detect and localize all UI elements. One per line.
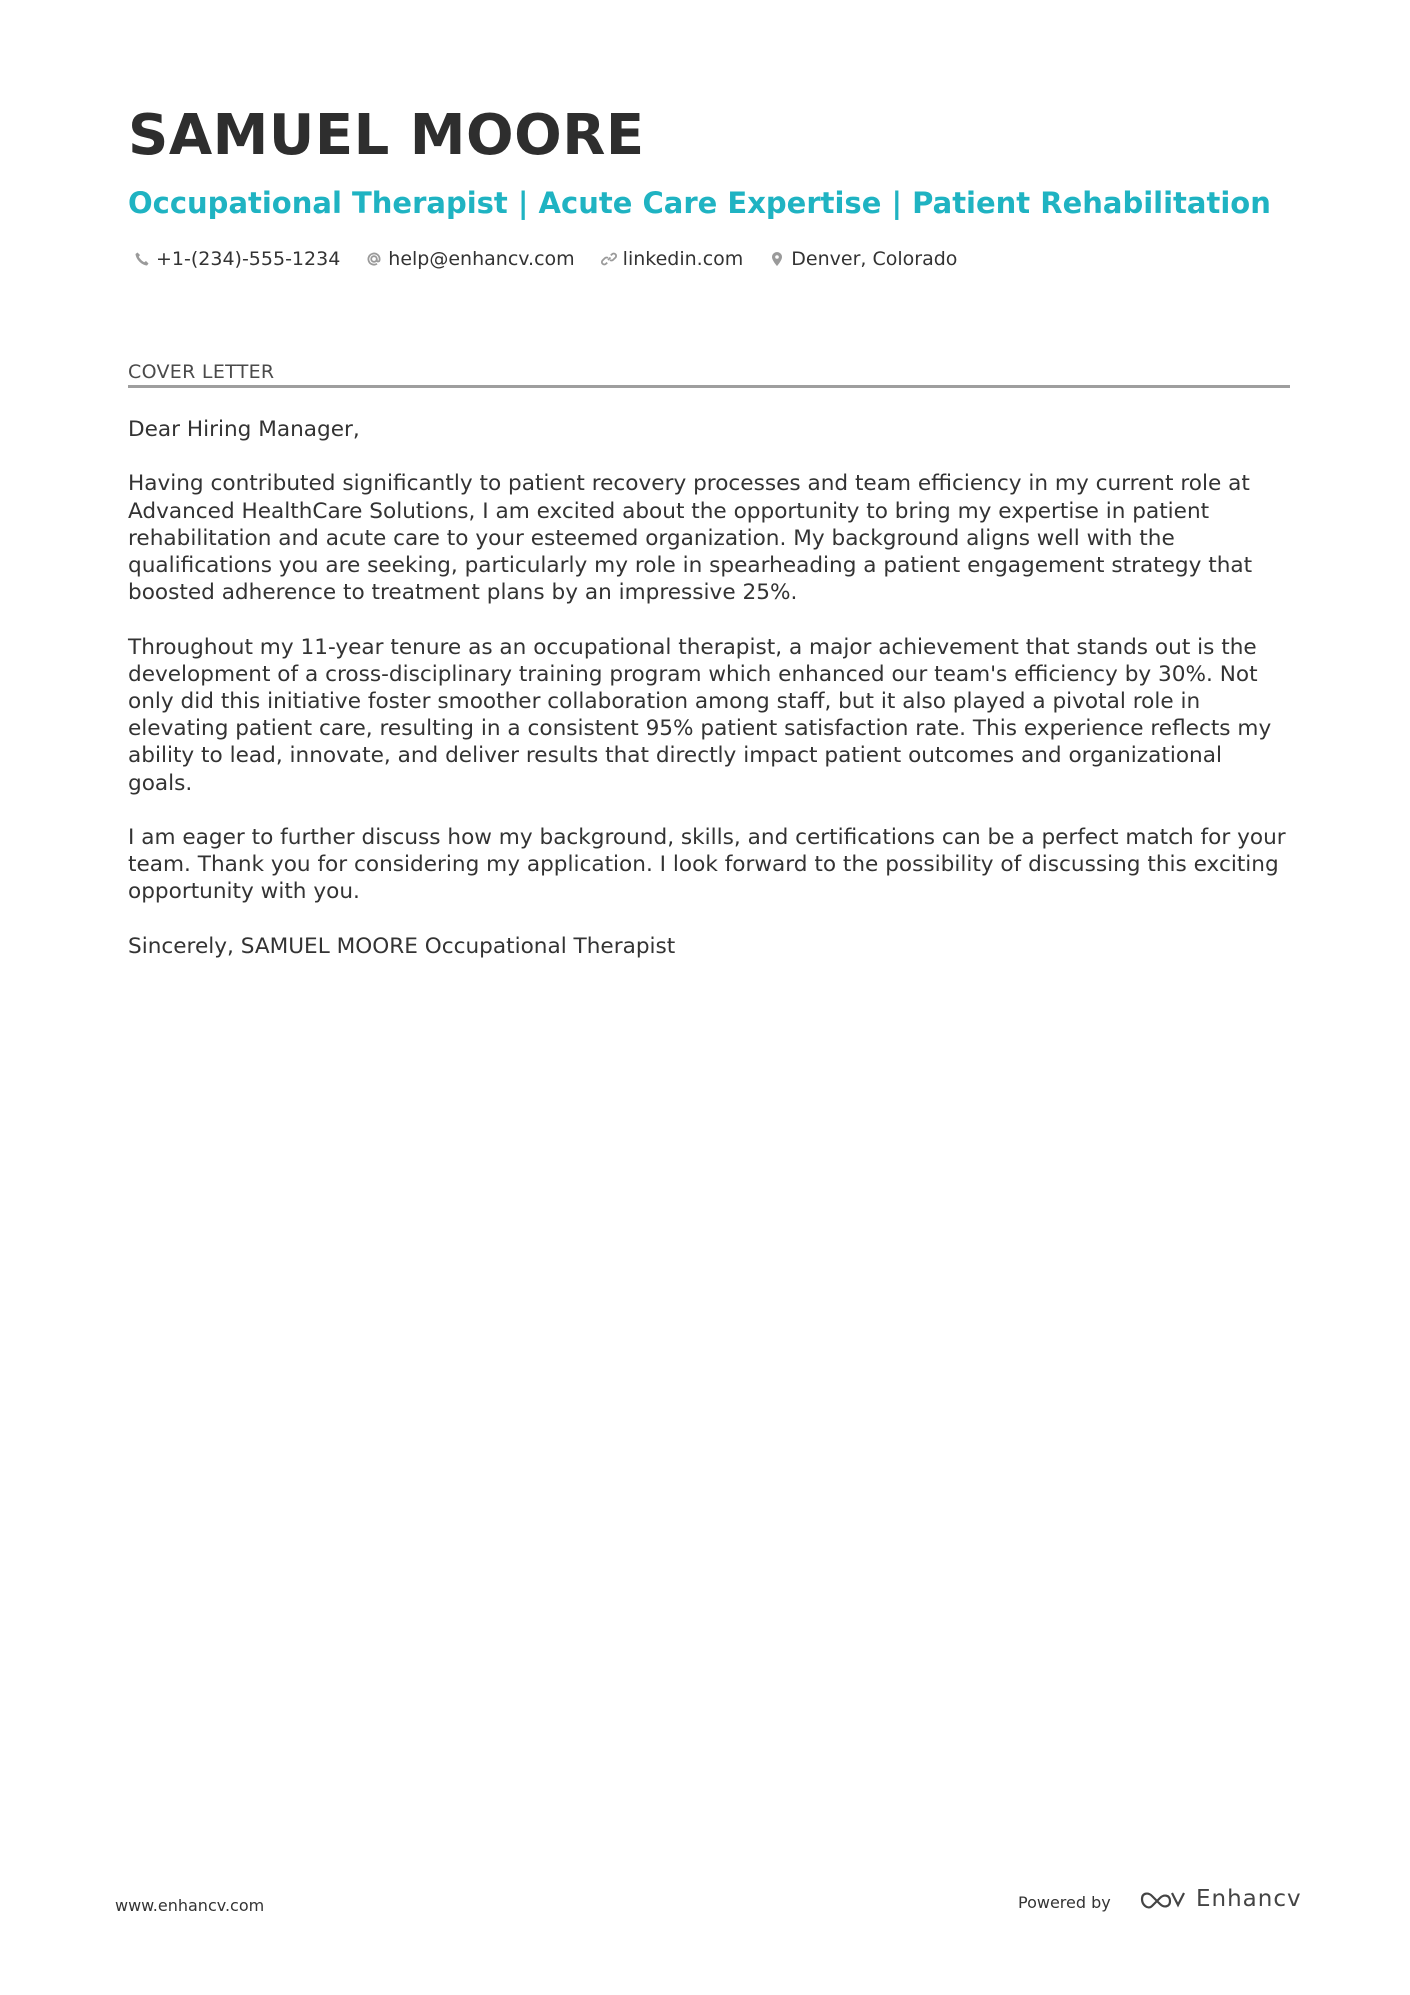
brand-logo bbox=[1138, 1886, 1302, 1912]
letter-greeting: Dear Hiring Manager, bbox=[128, 417, 360, 442]
letter-paragraph: Throughout my 11-year tenure as an occupational therapist, a major achievement that stands out is the development of a cross-disciplinary training program which enhanced our team's efficiency by 30%. Not only did this initiative foster smoother collaboration among staff, but it also played a pivotal role in elevating patient care, resulting in a consistent 95% patient satisfaction rate. This experience reflects my ability to lead, innovate, and deliver results that directly impact patient outcomes and organizational goals. bbox=[128, 634, 1272, 796]
contact-linkedin bbox=[601, 248, 744, 270]
letter-body bbox=[128, 416, 1290, 987]
contact-phone bbox=[134, 248, 340, 270]
phone-icon bbox=[134, 251, 150, 267]
contact-email-text: help@enhancv.com bbox=[388, 248, 575, 270]
letter-paragraph: I am eager to further discuss how my background, skills, and certifications can be a perfect match for your team. Thank you for considering my application. I look forward to the possibility of discussing this exciting opportunity with you. bbox=[128, 825, 1286, 905]
powered-by-label: Powered by bbox=[1018, 1893, 1111, 1912]
contact-email bbox=[366, 248, 574, 270]
brand-name: Enhancv bbox=[1196, 1886, 1302, 1912]
at-icon bbox=[366, 251, 382, 267]
letter-closing: Sincerely, SAMUEL MOORE Occupational Therapist bbox=[128, 933, 676, 959]
contact-phone-text: +1-(234)-555-1234 bbox=[156, 248, 341, 270]
location-pin-icon bbox=[769, 251, 785, 267]
enhancv-logo-icon bbox=[1138, 1887, 1186, 1911]
letter-paragraph: Having contributed significantly to patient recovery processes and team efficiency in my current role at Advanced HealthCare Solutions, I am excited about the opportunity to bring my expertise in patient rehabilitation and acute care to your esteemed organization. My background aligns well with the qualifications you are seeking, particularly my role in spearheading a patient engagement strategy that boosted adherence to treatment plans by an impressive 25%. bbox=[128, 471, 1253, 606]
contact-location bbox=[769, 248, 957, 270]
contact-bar bbox=[134, 248, 983, 270]
contact-linkedin-text: linkedin.com bbox=[622, 248, 744, 270]
candidate-subtitle: Occupational Therapist | Acute Care Expertise | Patient Rehabilitation bbox=[128, 186, 1271, 220]
section-divider bbox=[128, 385, 1290, 388]
section-title: COVER LETTER bbox=[128, 361, 275, 383]
contact-location-text: Denver, Colorado bbox=[791, 248, 958, 270]
link-icon bbox=[601, 251, 617, 267]
footer-url: www.enhancv.com bbox=[115, 1896, 265, 1915]
candidate-name: SAMUEL MOORE bbox=[128, 103, 645, 168]
